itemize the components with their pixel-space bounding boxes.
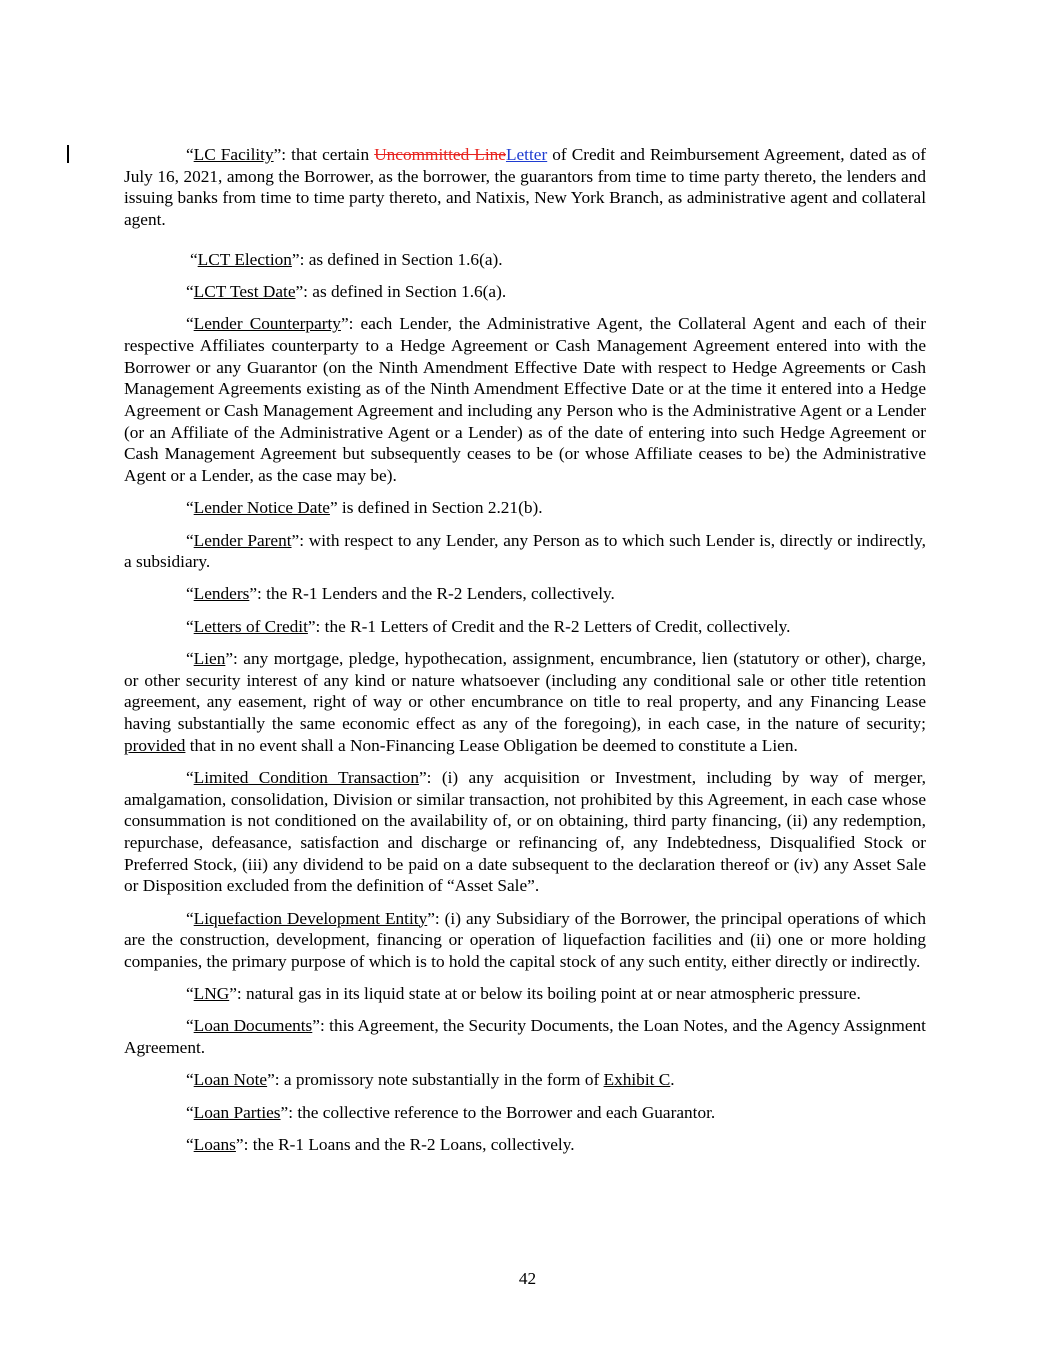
- open-quote: “: [186, 648, 194, 668]
- definition-lender-counterparty: [124, 313, 926, 487]
- proviso-term: provided: [124, 735, 186, 755]
- defined-term: Lender Counterparty: [193, 314, 341, 334]
- defined-term: Lender Notice Date: [193, 498, 330, 518]
- defined-term: Loan Note: [193, 1070, 268, 1090]
- open-quote: “: [186, 314, 194, 334]
- definition-loan-note: [124, 1069, 926, 1091]
- open-quote: “: [186, 1070, 194, 1090]
- open-quote: “: [186, 498, 194, 518]
- definition-text: ”: the R-1 Loans and the R-2 Loans, collectively.: [235, 1134, 575, 1154]
- defined-term: Loans: [193, 1134, 236, 1154]
- definition-lien: [124, 648, 926, 757]
- definition-tail: that in no event shall a Non-Financing Lease Obligation be deemed to constitute a Lien.: [185, 735, 798, 755]
- defined-term: LC Facility: [193, 145, 274, 164]
- definition-text: ”: natural gas in its liquid state at or below its boiling point at or near atmospheric pressure.: [229, 984, 861, 1004]
- defined-term: Liquefaction Development Entity: [193, 908, 428, 928]
- definition-text: ”: with respect to any Lender, any Person as to which such Lender is, directly or indirectly, a subsidiary.: [124, 530, 927, 572]
- defined-term: LNG: [193, 984, 230, 1004]
- open-quote: “: [186, 767, 194, 787]
- definition-text: ”: each Lender, the Administrative Agent, the Collateral Agent and each of their respective Affiliates counterparty to a Hedge Agreement or Cash Management Agreement entered into with the Borrower or any Guarantor (on the Ninth Amendment Effective Date with respect to Hedge Agreements or Cash Management Agreements existing as of the Ninth Amendment Effective Date or at the time it entered into a Hedge Agreement or Cash Management Agreement and including any Person who is the Administrative Agent or a Lender (or an Affiliate of the Administrative Agent or a Lender) as of the date of entering into such Hedge Agreement or Cash Management Agreement but subsequently ceases to be (or whose Affiliate ceases to be) the Administrative Agent or a Lender, as the case may be).: [124, 314, 926, 486]
- open-quote: “: [186, 616, 194, 636]
- definition-text: of Credit and Reimbursement Agreement, dated as of July 16, 2021, among the Borrower, as the borrower, the guarantors from time to time party thereto, the lenders and issuing banks from time to time party thereto, and Natixis, New York Branch, as administrative agent and collateral agent.: [124, 145, 926, 230]
- definition-lender-parent: [124, 530, 926, 573]
- definition-connector: ”: that certain: [273, 145, 375, 164]
- definition-lct-test-date: [124, 281, 926, 303]
- definition-text: ”: the R-1 Letters of Credit and the R-2 Letters of Credit, collectively.: [307, 616, 791, 636]
- definition-text: ” is defined in Section 2.21(b).: [329, 498, 543, 518]
- definition-loan-parties: [124, 1102, 926, 1124]
- open-quote: “: [186, 145, 194, 164]
- defined-term: Lien: [193, 648, 226, 668]
- definition-lenders: [124, 583, 926, 605]
- revision-change-bar: [67, 145, 69, 163]
- open-quote: “: [186, 1134, 194, 1154]
- definitions-section: [124, 144, 926, 1166]
- definition-letters-of-credit: [124, 616, 926, 638]
- open-quote: “: [190, 249, 198, 269]
- definition-limited-condition-transaction: [124, 767, 926, 897]
- definition-loans: [124, 1134, 926, 1156]
- definition-text: ”: (i) any acquisition or Investment, including by way of merger, amalgamation, consolidation, Division or similar transaction, not prohibited by this Agreement, in each case whose consummation is not conditioned on the availability of, or on obtaining, third party financing, (ii) any redemption, repurchase, defeasance, satisfaction and discharge or refinancing of, any Indebtedness, Disqualified Stock or Preferred Stock, (iii) any dividend to be paid on a date subsequent to the declaration thereof or (iv) any Asset Sale or Disposition excluded from the definition of “Asset Sale”.: [124, 767, 926, 896]
- definition-lc-facility: [124, 144, 926, 231]
- definition-text: ”: the collective reference to the Borrower and each Guarantor.: [280, 1102, 716, 1122]
- definition-text: ”: (i) any Subsidiary of the Borrower, the principal operations of which are the construction, development, financing or operation of liquefaction facilities and (ii) one or more holding companies, the primary purpose of which is to hold the capital stock of any such entity, either directly or indirectly.: [124, 908, 926, 971]
- definition-text: ”: any mortgage, pledge, hypothecation, assignment, encumbrance, lien (statutory or other), charge, or other security interest of any kind or nature whatsoever (including any conditional sale or other title retention agreement, any easement, right of way or other encumbrance on title to real property, and any Financing Lease having substantially the same economic effect as any of the foregoing), in each case, in the nature of security;: [124, 648, 926, 733]
- defined-term: Loan Documents: [193, 1016, 313, 1036]
- defined-term: Letters of Credit: [193, 616, 308, 636]
- inserted-text: Letter: [505, 145, 548, 164]
- exhibit-reference: Exhibit C: [603, 1070, 671, 1090]
- defined-term: Loan Parties: [193, 1102, 281, 1122]
- open-quote: “: [186, 1016, 194, 1036]
- definition-text: ”: a promissory note substantially in the form of: [267, 1070, 604, 1090]
- defined-term: Lenders: [193, 584, 250, 604]
- page-number: 42: [518, 1269, 537, 1288]
- open-quote: “: [186, 584, 194, 604]
- open-quote: “: [186, 984, 194, 1004]
- definition-lender-notice-date: [124, 497, 926, 519]
- deleted-text: Uncommitted Line: [374, 145, 506, 164]
- defined-term: LCT Test Date: [193, 282, 296, 302]
- definition-tail: .: [670, 1070, 675, 1090]
- open-quote: “: [186, 1102, 194, 1122]
- definition-text: ”: the R-1 Lenders and the R-2 Lenders, collectively.: [249, 584, 615, 604]
- open-quote: “: [186, 908, 194, 928]
- open-quote: “: [186, 530, 194, 550]
- definition-loan-documents: [124, 1015, 926, 1058]
- defined-term: LCT Election: [197, 249, 292, 269]
- definition-text: ”: as defined in Section 1.6(a).: [291, 249, 503, 269]
- defined-term: Limited Condition Transaction: [193, 767, 419, 787]
- definition-text: ”: as defined in Section 1.6(a).: [295, 282, 507, 302]
- definition-text: ”: this Agreement, the Security Documents, the Loan Notes, and the Agency Assignment Agreement.: [124, 1016, 926, 1058]
- defined-term: Lender Parent: [193, 530, 292, 550]
- definition-lng: [124, 983, 926, 1005]
- open-quote: “: [186, 282, 194, 302]
- definition-lct-election: [124, 249, 926, 271]
- definition-liquefaction-development-entity: [124, 908, 926, 973]
